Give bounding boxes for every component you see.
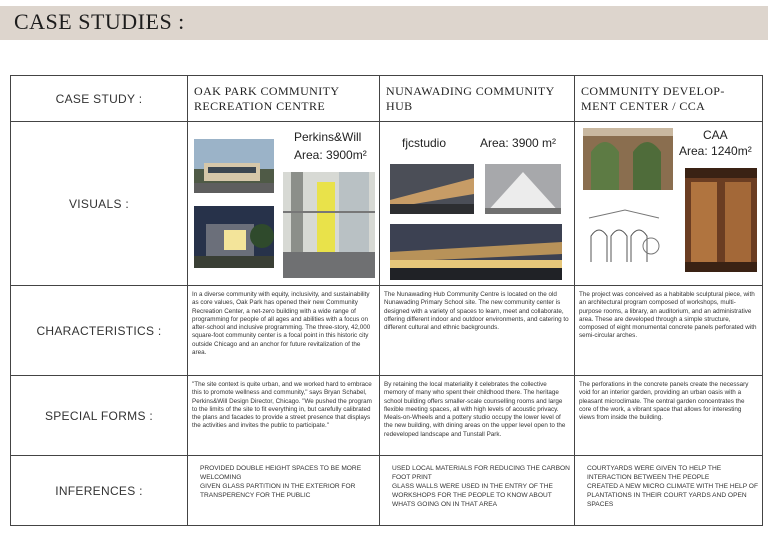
inference-item: USED LOCAL MATERIALS FOR REDUCING THE CARBON FOOT PRINT	[392, 465, 570, 481]
special-forms-oak-park: "The site context is quite urban, and we worked hard to embrace this to promote wellness and community," says Bryan Schabel, Perkins&Will Design Director, Chicago. "We pushed the program to the limits of the site to fit everything in, but carefully calibrated the plans and facades to provide a street presence that displays the activities and invites the public to participate."	[188, 376, 380, 456]
area-cca: Area: 1240m²	[679, 144, 752, 158]
row-case-study	[11, 76, 763, 122]
firm-cca: CAA	[703, 128, 728, 142]
label-case-study: CASE STUDY :	[11, 76, 188, 122]
cca-sketch	[585, 206, 663, 268]
area-nunawading: Area: 3900 m²	[480, 136, 557, 150]
title-oak-park: OAK PARK COMMUNITY RECREATION CENTRE	[188, 76, 380, 122]
oak-park-exterior-photo	[194, 139, 274, 193]
nunawading-exterior-photo	[390, 164, 474, 214]
inferences-oak-park	[188, 456, 380, 526]
inferences-cca	[575, 456, 763, 526]
title-nunawading: NUNAWADING COMMUNITY HUB	[380, 76, 575, 122]
firm-oak-park: Perkins&Will	[294, 130, 362, 144]
row-characteristics	[11, 286, 763, 376]
page-title: CASE STUDIES :	[14, 9, 185, 34]
nunawading-facade-photo	[485, 164, 561, 214]
inference-item: CREATED A NEW MICRO CLIMATE WITH THE HELP OF PLANTATIONS IN THEIR COURT YARDS AND OPEN SPACES	[587, 483, 758, 508]
characteristics-cca: The project was conceived as a habitable sculptural piece, with an architectural program composed of workshops, multi-purpose rooms, a library, an auditorium, and an administrative area. These are developed through a simple structure, composed of eight monumental concrete panels perforated with semi-circular arches.	[575, 286, 763, 376]
oak-park-night-photo	[194, 206, 274, 268]
inference-item: GLASS WALLS WERE USED IN THE ENTRY OF THE WORKSHOPS FOR THE PEOPLE TO KNOW ABOUT WHATS GOING ON IN THAT AREA	[392, 483, 553, 508]
special-forms-nunawading: By retaining the local materiality it celebrates the collective memory of many who spent their childhood there. The heritage school building offers smaller-scale counselling rooms and large flexible meeting spaces, all with high levels of acoustic privacy. Meals-on-Wheels and a pottery studio occupy the lower level of the new building, with dining areas on the upper level open to the redeveloped landscape and Tunstall Park.	[380, 376, 575, 456]
label-visuals: VISUALS :	[11, 122, 188, 286]
nunawading-night-photo	[390, 224, 562, 280]
firm-nunawading: fjcstudio	[402, 136, 447, 150]
label-inferences: INFERENCES :	[11, 456, 188, 526]
characteristics-oak-park: In a diverse community with equity, inclusivity, and sustainability as core values, Oak Park has opened their new Community Recreation Center, a net-zero building with a wide range of programming for people of all ages and abilities with a focus on after-school and inclusive programming. The three-story, 42,000 square-foot community center is a focal point in this historic city outside Chicago and an anchor for future revitalization of the area.	[188, 286, 380, 376]
case-study-table	[10, 75, 763, 526]
characteristics-nunawading: The Nunawading Hub Community Centre is located on the old Nunawading Primary School site. The new community center is designed with a variety of spaces to learn, meet and collaborate, offering different indoor and outdoor environments, and catering to different cultural and ethnic backgrounds.	[380, 286, 575, 376]
inference-item: GIVEN GLASS PARTITION IN THE EXTERIOR FOR TRANSPERENCY FOR THE PUBLIC	[200, 483, 356, 499]
cca-courtyard-photo	[583, 128, 673, 190]
area-oak-park: Area: 3900m²	[294, 148, 367, 162]
oak-park-interior-photo	[283, 172, 375, 278]
visuals-nunawading	[380, 122, 575, 286]
row-inferences	[11, 456, 763, 526]
visuals-cca	[575, 122, 763, 286]
label-special-forms: SPECIAL FORMS :	[11, 376, 188, 456]
inference-item: PROVIDED DOUBLE HEIGHT SPACES TO BE MORE WELCOMING	[200, 465, 362, 481]
row-special-forms	[11, 376, 763, 456]
cca-interior-photo	[685, 168, 757, 272]
title-cca: COMMUNITY DEVELOP-MENT CENTER / CCA	[575, 76, 763, 122]
label-characteristics: CHARACTERISTICS :	[11, 286, 188, 376]
page-header	[0, 6, 768, 40]
special-forms-cca: The perforations in the concrete panels create the necessary void for an interior garden, providing an urban oasis with a pleasant microclimate. The central garden concentrates the core of the work, a vibrant space that allows for interesting views from inside the building.	[575, 376, 763, 456]
row-visuals	[11, 122, 763, 286]
inference-item: COURTYARDS WERE GIVEN TO HELP THE INTERACTION BETWEEN THE PEOPLE	[587, 465, 722, 481]
visuals-oak-park	[188, 122, 380, 286]
inferences-nunawading	[380, 456, 575, 526]
